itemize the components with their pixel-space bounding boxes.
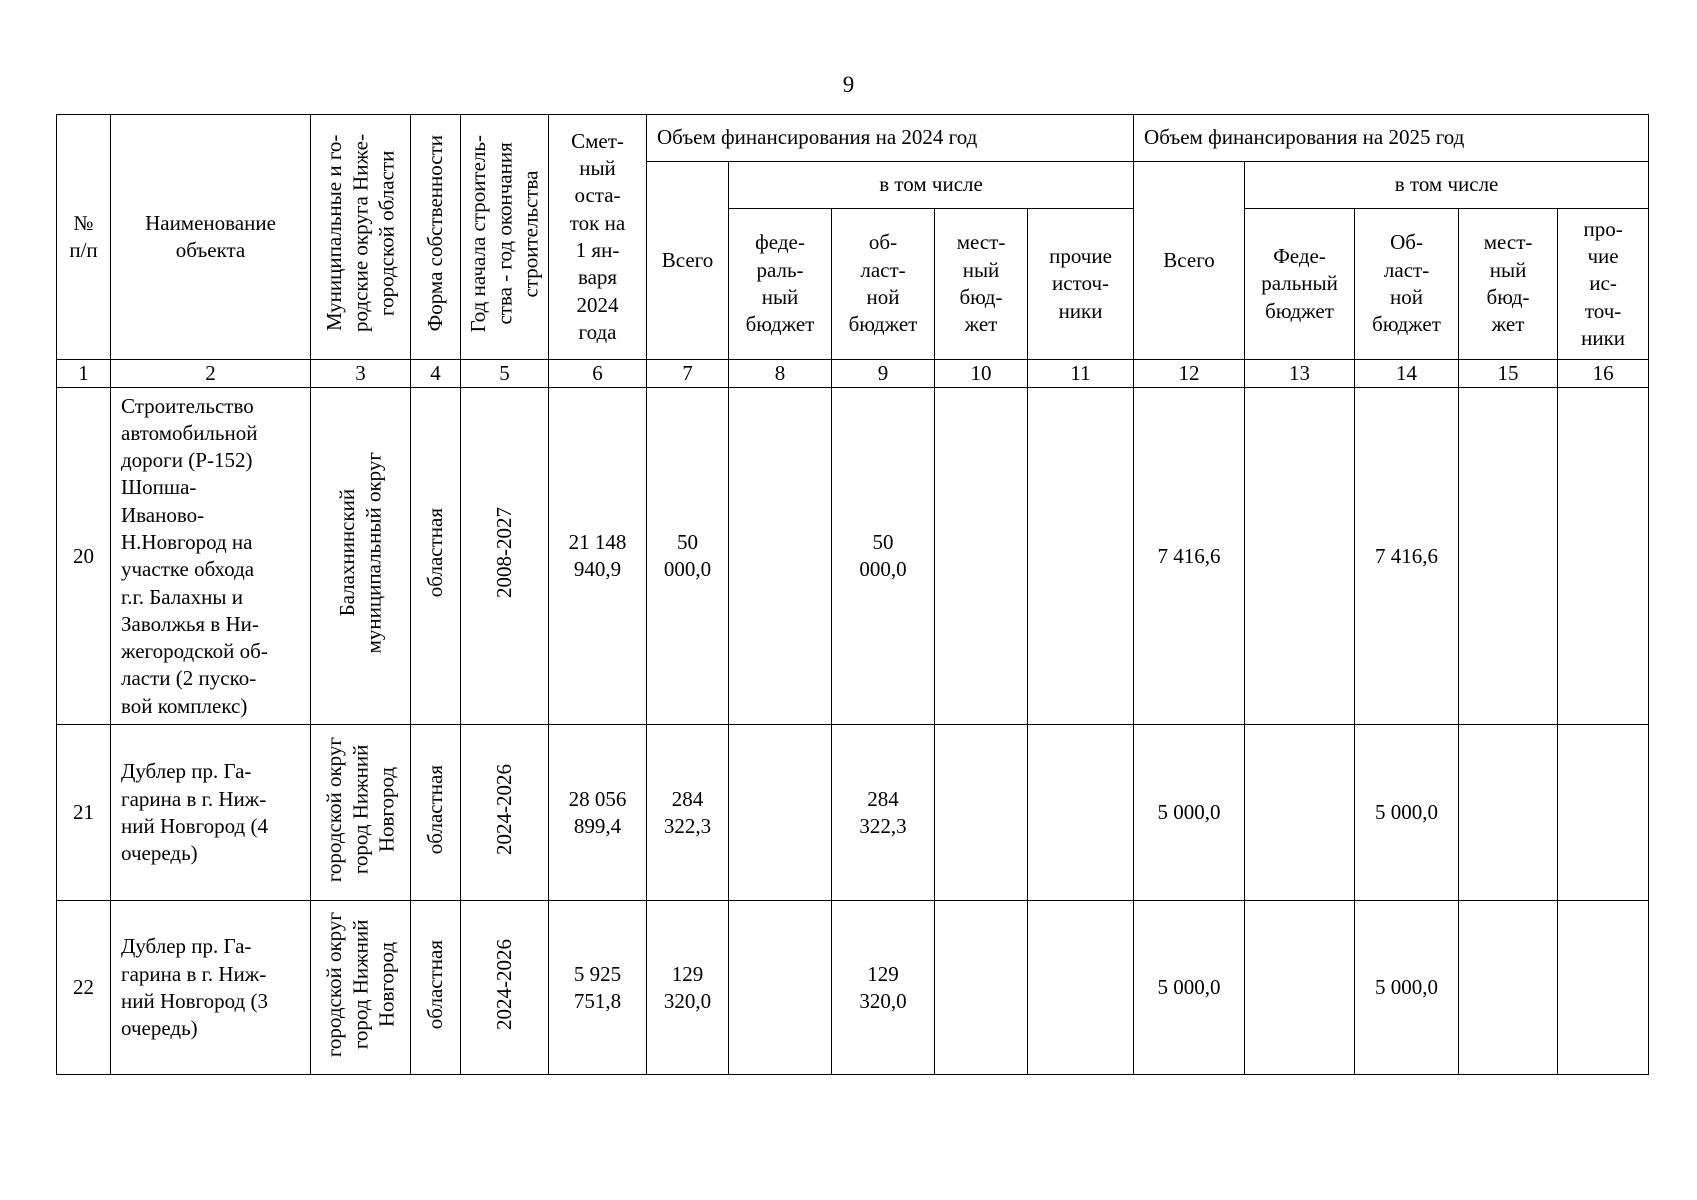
row-years: 2008-2027 — [492, 507, 517, 599]
row-num: 22 — [57, 901, 111, 1075]
header-loc-2024: мест- ный бюд- жет — [935, 209, 1028, 360]
header-fed-2025: Феде- ральный бюджет — [1245, 209, 1355, 360]
row-fed-2024 — [729, 901, 832, 1075]
row-oth-2024 — [1028, 901, 1134, 1075]
row-balance: 21 148 940,9 — [549, 388, 647, 725]
row-loc-2024 — [935, 901, 1028, 1075]
row-municipal: Балахнинский муниципальный округ — [335, 451, 386, 654]
col-number: 10 — [935, 360, 1028, 388]
row-municipal-cell — [311, 725, 411, 901]
header-years: Год начала строитель- ства - год окончания строительства — [466, 134, 543, 333]
row-name: Строительство автомобильной дороги (Р-152) Шопша- Иваново- Н.Новгород на участке обхода г.г. Балахны и Заволжья в Ни- жегородской об- ласти (2 пуско- вой комплекс) — [111, 388, 311, 725]
col-number: 11 — [1028, 360, 1134, 388]
row-reg-2025: 5 000,0 — [1355, 901, 1459, 1075]
row-ownership: областная — [423, 508, 448, 598]
row-fed-2025 — [1245, 388, 1355, 725]
header-incl-2024: в том числе — [729, 162, 1134, 209]
row-total-2024: 284 322,3 — [647, 725, 729, 901]
col-number: 9 — [832, 360, 935, 388]
header-row-1 — [57, 115, 1649, 162]
header-oth-2024: прочие источ- ники — [1028, 209, 1134, 360]
row-municipal: городской округ город Нижний Новгород — [322, 911, 399, 1057]
header-years-cell — [461, 115, 549, 360]
col-number: 8 — [729, 360, 832, 388]
col-number: 15 — [1459, 360, 1558, 388]
row-fed-2024 — [729, 388, 832, 725]
header-ownership-cell — [411, 115, 461, 360]
row-years-cell — [461, 725, 549, 901]
row-municipal: городской округ город Нижний Новгород — [322, 736, 399, 882]
row-fed-2024 — [729, 725, 832, 901]
row-total-2024: 50 000,0 — [647, 388, 729, 725]
row-loc-2025 — [1459, 901, 1558, 1075]
row-reg-2024: 284 322,3 — [832, 725, 935, 901]
row-balance: 5 925 751,8 — [549, 901, 647, 1075]
financing-table — [56, 114, 1649, 1075]
column-numbers-row — [57, 360, 1649, 388]
col-number: 2 — [111, 360, 311, 388]
col-number: 16 — [1558, 360, 1649, 388]
row-years-cell — [461, 901, 549, 1075]
table-row — [57, 901, 1649, 1075]
row-municipal-cell — [311, 901, 411, 1075]
header-municipal-cell — [311, 115, 411, 360]
header-reg-2024: об- ласт- ной бюджет — [832, 209, 935, 360]
row-reg-2025: 5 000,0 — [1355, 725, 1459, 901]
row-years: 2024-2026 — [492, 938, 517, 1030]
col-number: 13 — [1245, 360, 1355, 388]
row-municipal-cell — [311, 388, 411, 725]
col-number: 1 — [57, 360, 111, 388]
row-oth-2024 — [1028, 725, 1134, 901]
header-loc-2025: мест- ный бюд- жет — [1459, 209, 1558, 360]
header-reg-2025: Об- ласт- ной бюджет — [1355, 209, 1459, 360]
row-loc-2025 — [1459, 388, 1558, 725]
header-oth-2025: про- чие ис- точ- ники — [1558, 209, 1649, 360]
header-fin-2025: Объем финансирования на 2025 год — [1134, 115, 1649, 162]
row-ownership: областная — [423, 764, 448, 854]
row-reg-2024: 50 000,0 — [832, 388, 935, 725]
row-fed-2025 — [1245, 901, 1355, 1075]
table-row — [57, 388, 1649, 725]
col-number: 5 — [461, 360, 549, 388]
page-number: 9 — [842, 72, 855, 97]
col-number: 4 — [411, 360, 461, 388]
row-oth-2024 — [1028, 388, 1134, 725]
row-ownership-cell — [411, 725, 461, 901]
col-number: 3 — [311, 360, 411, 388]
row-loc-2024 — [935, 725, 1028, 901]
row-oth-2025 — [1558, 901, 1649, 1075]
row-total-2025: 7 416,6 — [1134, 388, 1245, 725]
header-name: Наименование объекта — [111, 115, 311, 360]
row-fed-2025 — [1245, 725, 1355, 901]
row-oth-2025 — [1558, 725, 1649, 901]
header-fin-2024: Объем финансирования на 2024 год — [647, 115, 1134, 162]
row-balance: 28 056 899,4 — [549, 725, 647, 901]
row-years: 2024-2026 — [492, 763, 517, 855]
row-loc-2024 — [935, 388, 1028, 725]
header-municipal: Муниципальные и го- родские округа Ниже- городской области — [322, 134, 399, 333]
col-number: 14 — [1355, 360, 1459, 388]
row-loc-2025 — [1459, 725, 1558, 901]
table-row — [57, 725, 1649, 901]
header-incl-2025: в том числе — [1245, 162, 1649, 209]
row-name: Дублер пр. Га- гарина в г. Ниж- ний Новгород (3 очередь) — [111, 901, 311, 1075]
row-num: 21 — [57, 725, 111, 901]
row-total-2025: 5 000,0 — [1134, 725, 1245, 901]
row-oth-2025 — [1558, 388, 1649, 725]
row-ownership: областная — [423, 939, 448, 1029]
header-balance: Смет- ный оста- ток на 1 ян- варя 2024 года — [549, 115, 647, 360]
row-ownership-cell — [411, 901, 461, 1075]
row-name: Дублер пр. Га- гарина в г. Ниж- ний Новгород (4 очередь) — [111, 725, 311, 901]
header-ownership: Форма собственности — [423, 135, 448, 332]
row-reg-2025: 7 416,6 — [1355, 388, 1459, 725]
header-num: № п/п — [57, 115, 111, 360]
col-number: 6 — [549, 360, 647, 388]
row-ownership-cell — [411, 388, 461, 725]
row-total-2024: 129 320,0 — [647, 901, 729, 1075]
row-total-2025: 5 000,0 — [1134, 901, 1245, 1075]
col-number: 7 — [647, 360, 729, 388]
header-total-2025: Всего — [1134, 162, 1245, 360]
row-reg-2024: 129 320,0 — [832, 901, 935, 1075]
row-num: 20 — [57, 388, 111, 725]
col-number: 12 — [1134, 360, 1245, 388]
header-fed-2024: феде- раль- ный бюджет — [729, 209, 832, 360]
row-years-cell — [461, 388, 549, 725]
header-total-2024: Всего — [647, 162, 729, 360]
